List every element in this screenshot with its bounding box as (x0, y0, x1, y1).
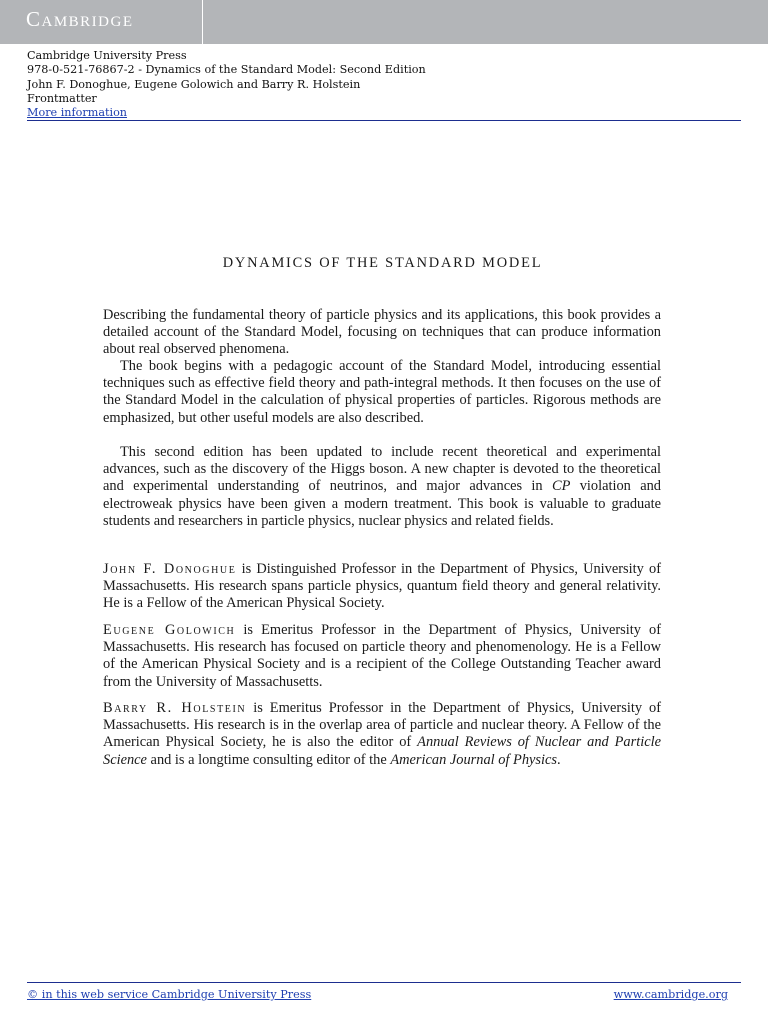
description-paragraph-2: The book begins with a pedagogic account of the Standard Model, introducing essential techniques such as effective field theory and path-integral methods. It then focuses on the use of the Standard Model in the calculation of physical properties of particles. Rigorous methods are emphasized, but other useful models are also described. (103, 358, 661, 426)
bio-text-holstein-c: . (557, 751, 561, 768)
description-paragraph-3 (103, 444, 661, 530)
journal-annual-reviews: Annual Reviews of Nuclear and Particle Science (103, 734, 661, 768)
bio-text-holstein-b: and is a longtime consulting editor of the (146, 751, 391, 768)
paragraph-3-text-b: violation and electroweak physics have been given a modern treatment. This book is valuable to graduate students and researchers in particle physics, nuclear physics and related fields. (103, 478, 661, 529)
isbn-title-line: 978-0-521-76867-2 - Dynamics of the Standard Model: Second Edition (27, 63, 426, 77)
header-rule (27, 120, 741, 121)
more-information-link[interactable]: More information (27, 106, 128, 120)
authors-line: John F. Donoghue, Eugene Golowich and Barry R. Holstein (27, 77, 361, 91)
copyright-link[interactable]: © in this web service Cambridge University Press (27, 988, 312, 1001)
publisher-banner (0, 0, 768, 44)
banner-divider (202, 0, 203, 44)
author-name-golowich: Eugene Golowich (103, 622, 236, 638)
author-name-holstein: Barry R. Holstein (103, 700, 247, 716)
publisher-name: Cambridge University Press (27, 49, 187, 62)
bio-text-golowich: is Emeritus Professor in the Department of Physics, University of Massachusetts. His research has focused on particle theory and phenomenology. He is a Fellow of the American Physical Society and is a recipient of the College Outstanding Teacher award from the University of Massachusetts. (103, 622, 661, 690)
journal-american-physics: American Journal of Physics (390, 751, 558, 768)
paragraph-3-text-a: This second edition has been updated to include recent theoretical and experimental advances, such as the discovery of the Higgs boson. A new chapter is devoted to the theoretical and experimental understanding of neutrinos, and major advances in (103, 444, 661, 495)
bio-text-donoghue: is Distinguished Professor in the Department of Physics, University of Massachusetts. His research spans particle physics, quantum field theory and general relativity. He is a Fellow of the American Physical Society. (103, 561, 661, 612)
author-bio-golowich (103, 622, 661, 691)
cp-term: CP (551, 478, 571, 495)
website-link[interactable]: www.cambridge.org (613, 988, 728, 1001)
author-name-donoghue: John F. Donoghue (103, 561, 237, 577)
footer-rule (27, 982, 741, 983)
author-bio-holstein (103, 700, 661, 769)
cambridge-logo: Cambridge (26, 7, 134, 31)
book-title: DYNAMICS OF THE STANDARD MODEL (222, 255, 543, 271)
section-label: Frontmatter (27, 91, 97, 105)
author-bio-donoghue (103, 561, 661, 613)
description-paragraph-1: Describing the fundamental theory of particle physics and its applications, this book provides a detailed account of the Standard Model, focusing on techniques that can produce information about real observed phenomena. (103, 307, 661, 358)
publication-info (27, 49, 426, 120)
bio-text-holstein-a: is Emeritus Professor in the Department of Physics, University of Massachusetts. His research is in the overlap area of particle and nuclear theory. A Fellow of the American Physical Society, he is also the editor of (103, 700, 661, 751)
